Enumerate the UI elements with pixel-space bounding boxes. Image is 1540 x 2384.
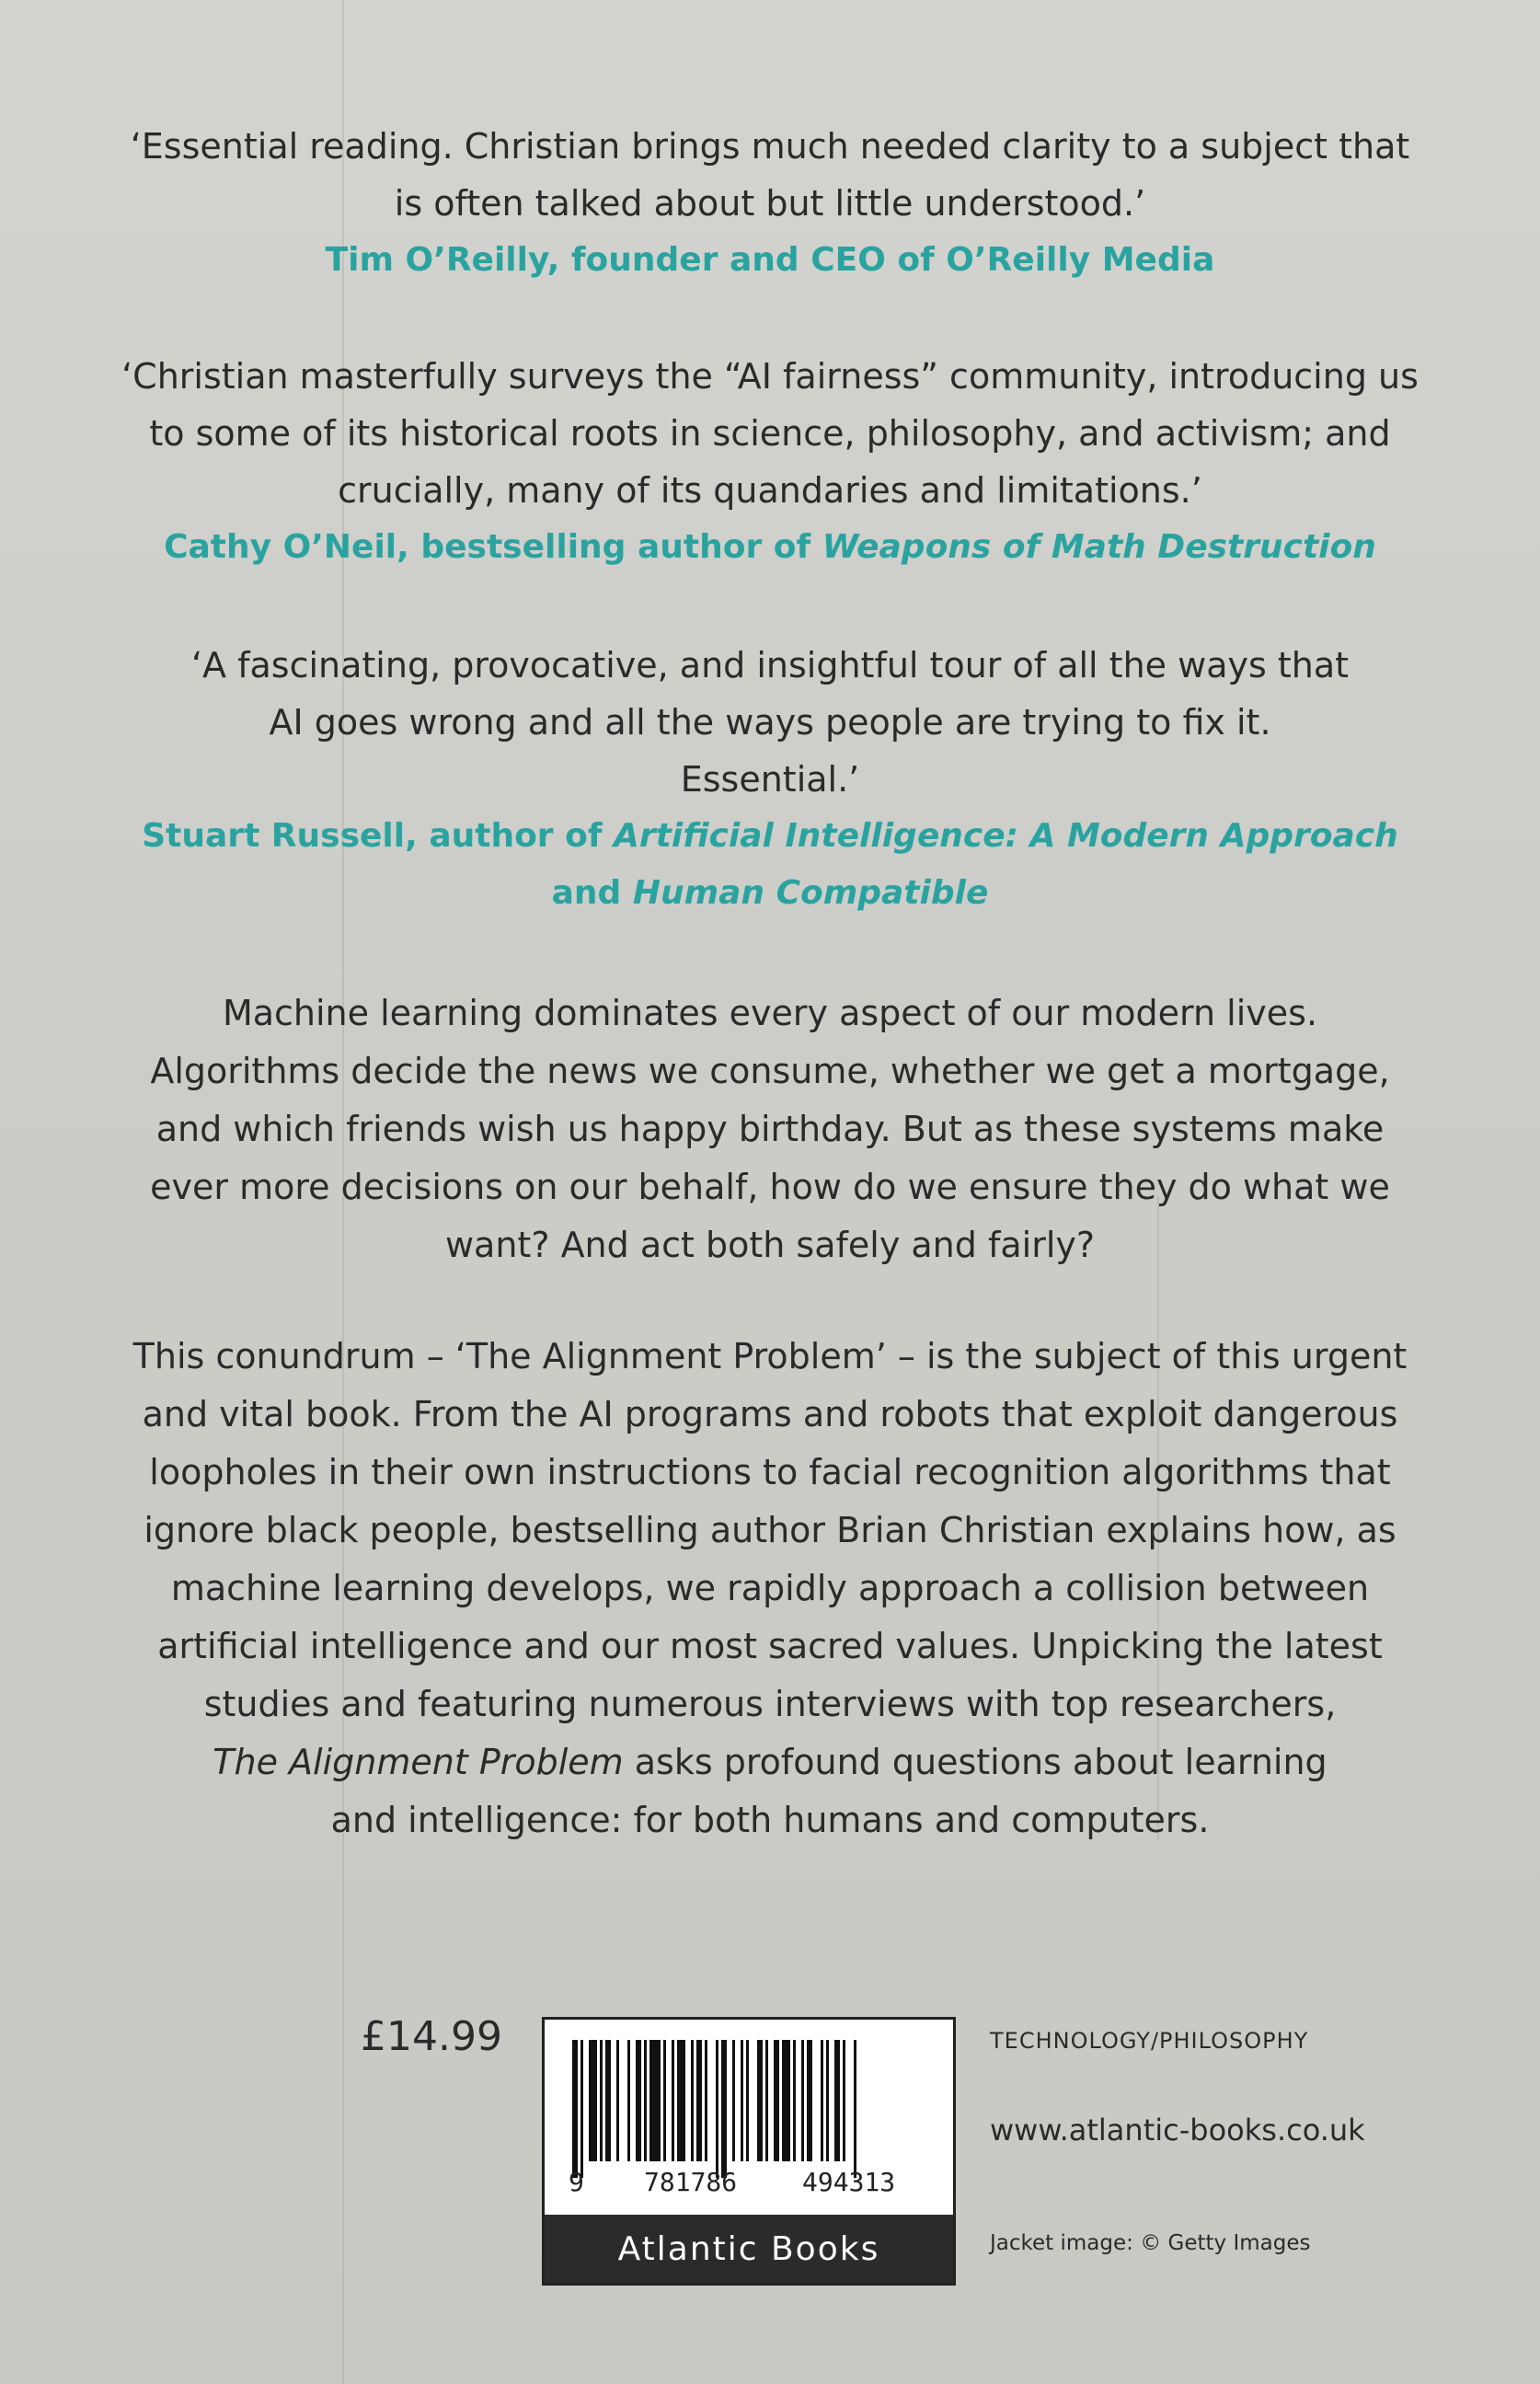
description-line: want? And act both safely and fairly? <box>444 1225 1096 1265</box>
category-label: TECHNOLOGY/PHILOSOPHY <box>990 2028 1309 2054</box>
description-line: studies and featuring numerous interviews with top researchers, <box>203 1684 1337 1724</box>
description-paragraph-1 <box>55 985 1485 1274</box>
endorsement-quote-line: to some of its historical roots in science, philosophy, and activism; and <box>149 413 1391 454</box>
description-line: artificial intelligence and our most sacred values. Unpicking the latest <box>157 1626 1383 1666</box>
endorsement-attribution-line2 <box>55 865 1485 922</box>
endorsement-quote-line: ‘A fascinating, provocative, and insightful tour of all the ways that <box>190 645 1350 685</box>
description-line: loopholes in their own instructions to facial recognition algorithms that <box>149 1452 1391 1492</box>
endorsement-attribution <box>55 519 1485 576</box>
description-line: Algorithms decide the news we consume, whether we get a mortgage, <box>150 1051 1390 1091</box>
attribution-book-title: Artificial Intelligence: A Modern Approach <box>614 817 1398 855</box>
description-line: and intelligence: for both humans and computers. <box>330 1800 1210 1840</box>
endorsement-quote-line: crucially, many of its quandaries and limitations.’ <box>338 470 1202 511</box>
endorsement-1 <box>55 118 1485 289</box>
description-line: This conundrum – ‘The Alignment Problem’ – is the subject of this urgent <box>132 1336 1408 1376</box>
description-text: asks profound questions about learning <box>623 1742 1327 1782</box>
description-line: ignore black people, bestselling author Brian Christian explains how, as <box>144 1510 1396 1550</box>
attribution-book-title: Weapons of Math Destruction <box>822 528 1376 566</box>
description-line <box>55 1733 1485 1791</box>
description-line: machine learning develops, we rapidly approach a collision between <box>170 1568 1370 1608</box>
endorsement-quote-line: ‘Christian masterfully surveys the “AI fairness” community, introducing us <box>121 356 1419 397</box>
publisher-website: www.atlantic-books.co.uk <box>990 2113 1365 2148</box>
description-line: and which friends wish us happy birthday. But as these systems make <box>155 1109 1385 1149</box>
endorsement-quote-line: Essential.’ <box>680 759 860 800</box>
barcode-digit-first: 9 <box>569 2167 584 2197</box>
description-paragraph-2 <box>55 1328 1485 1849</box>
barcode-digits-left: 781786 <box>644 2167 738 2197</box>
price-label: £14.99 <box>361 2013 502 2060</box>
endorsement-attribution: Tim O’Reilly, founder and CEO of O’Reilly Media <box>325 241 1215 279</box>
jacket-image-credit: Jacket image: © Getty Images <box>990 2231 1311 2255</box>
barcode-digits-right: 494313 <box>802 2167 896 2197</box>
attribution-book-title: Human Compatible <box>632 874 989 912</box>
endorsement-attribution <box>55 808 1485 865</box>
endorsement-quote-line: is often talked about but little understood.’ <box>394 183 1146 224</box>
description-line: ever more decisions on our behalf, how do we ensure they do what we <box>150 1167 1390 1207</box>
barcode-bars-icon <box>559 2040 938 2178</box>
attribution-text: Cathy O’Neil, bestselling author of <box>164 528 822 566</box>
attribution-text: and <box>551 874 633 912</box>
endorsement-3 <box>55 637 1485 922</box>
description-line: and vital book. From the AI programs and robots that exploit dangerous <box>142 1394 1398 1434</box>
endorsement-quote-line: ‘Essential reading. Christian brings much needed clarity to a subject that <box>130 126 1410 167</box>
endorsement-quote-line: AI goes wrong and all the ways people are trying to fix it. <box>269 702 1271 743</box>
isbn-barcode <box>542 2017 956 2286</box>
description-line: Machine learning dominates every aspect of our modern lives. <box>222 993 1318 1033</box>
attribution-text: Stuart Russell, author of <box>142 817 615 855</box>
book-title-italic: The Alignment Problem <box>213 1742 624 1782</box>
endorsement-2 <box>55 348 1485 576</box>
publisher-logo-band: Atlantic Books <box>545 2215 953 2283</box>
